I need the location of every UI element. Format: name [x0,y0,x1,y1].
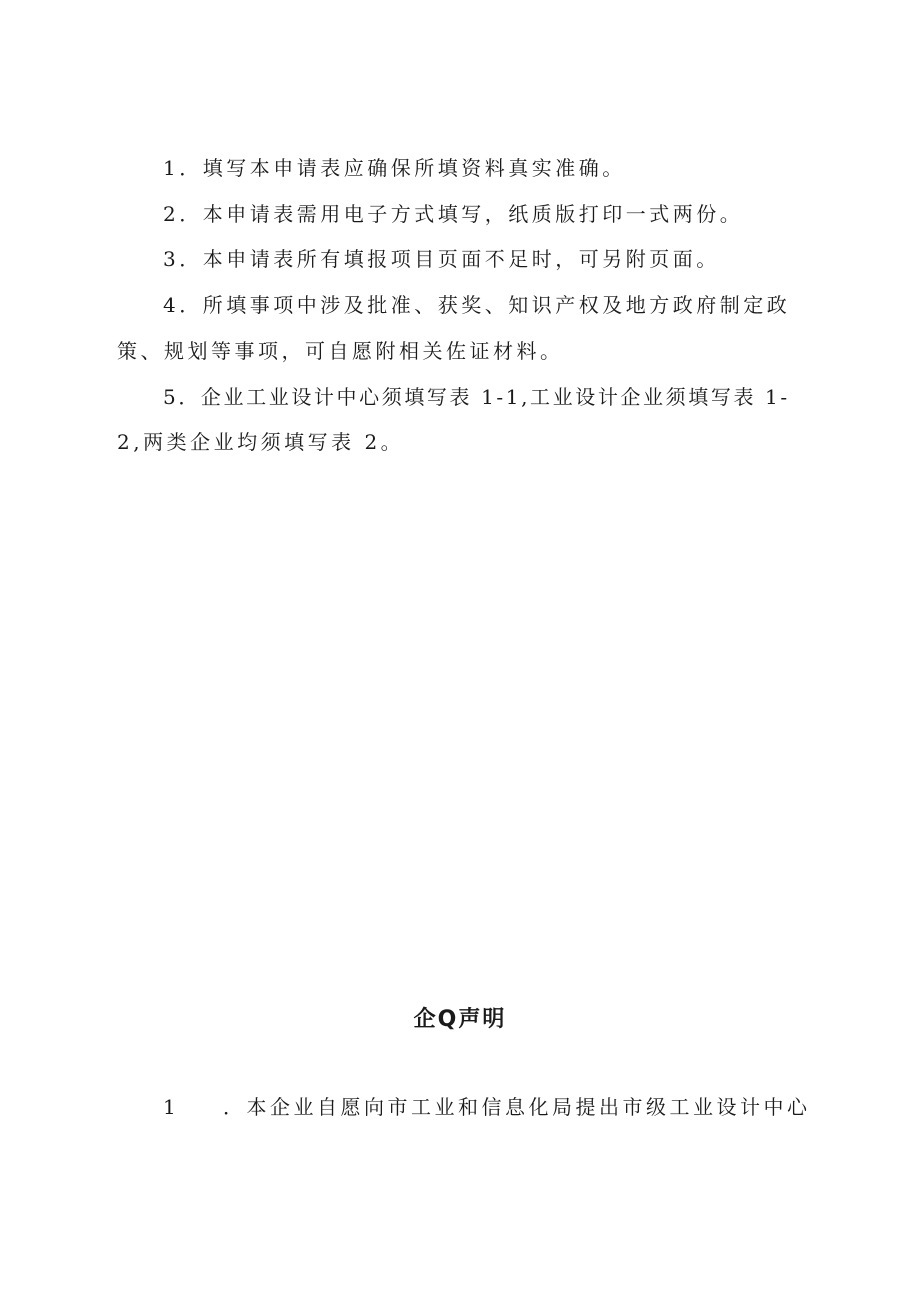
note-1 [163,154,626,182]
note-number: 2 [163,202,180,226]
declaration-item-number: 1 [163,1095,180,1119]
note-5-continuation: 2,两类企业均须填写表 2。 [117,430,405,454]
note-number: 4 [163,293,180,317]
note-number: 1 [163,156,180,180]
note-text: ．填写本申请表应确保所填资料真实准确。 [179,156,626,180]
note-4 [163,291,790,319]
declaration-item-text: ．本企业自愿向市工业和信息化局提出市级工业设计中心 [223,1095,811,1119]
declaration-title: 企Q声明 [413,1007,507,1032]
declaration-item-1 [163,1093,811,1121]
note-number: 3 [163,247,180,271]
note-5 [163,383,790,411]
note-3 [163,245,720,273]
note-text: ．所填事项中涉及批准、获奖、知识产权及地方政府制定政 [179,293,791,317]
note-text: ．本申请表所有填报项目页面不足时，可另附页面。 [179,247,720,271]
note-text: ．本申请表需用电子方式填写，纸质版打印一式两份。 [179,202,744,226]
note-2 [163,200,743,228]
note-number: 5 [163,385,179,409]
note-4-continuation: 策、规划等事项，可自愿附相关佐证材料。 [117,339,564,363]
note-text: ．企业工业设计中心须填写表 1-1,工业设计企业须填写表 1- [178,385,790,409]
